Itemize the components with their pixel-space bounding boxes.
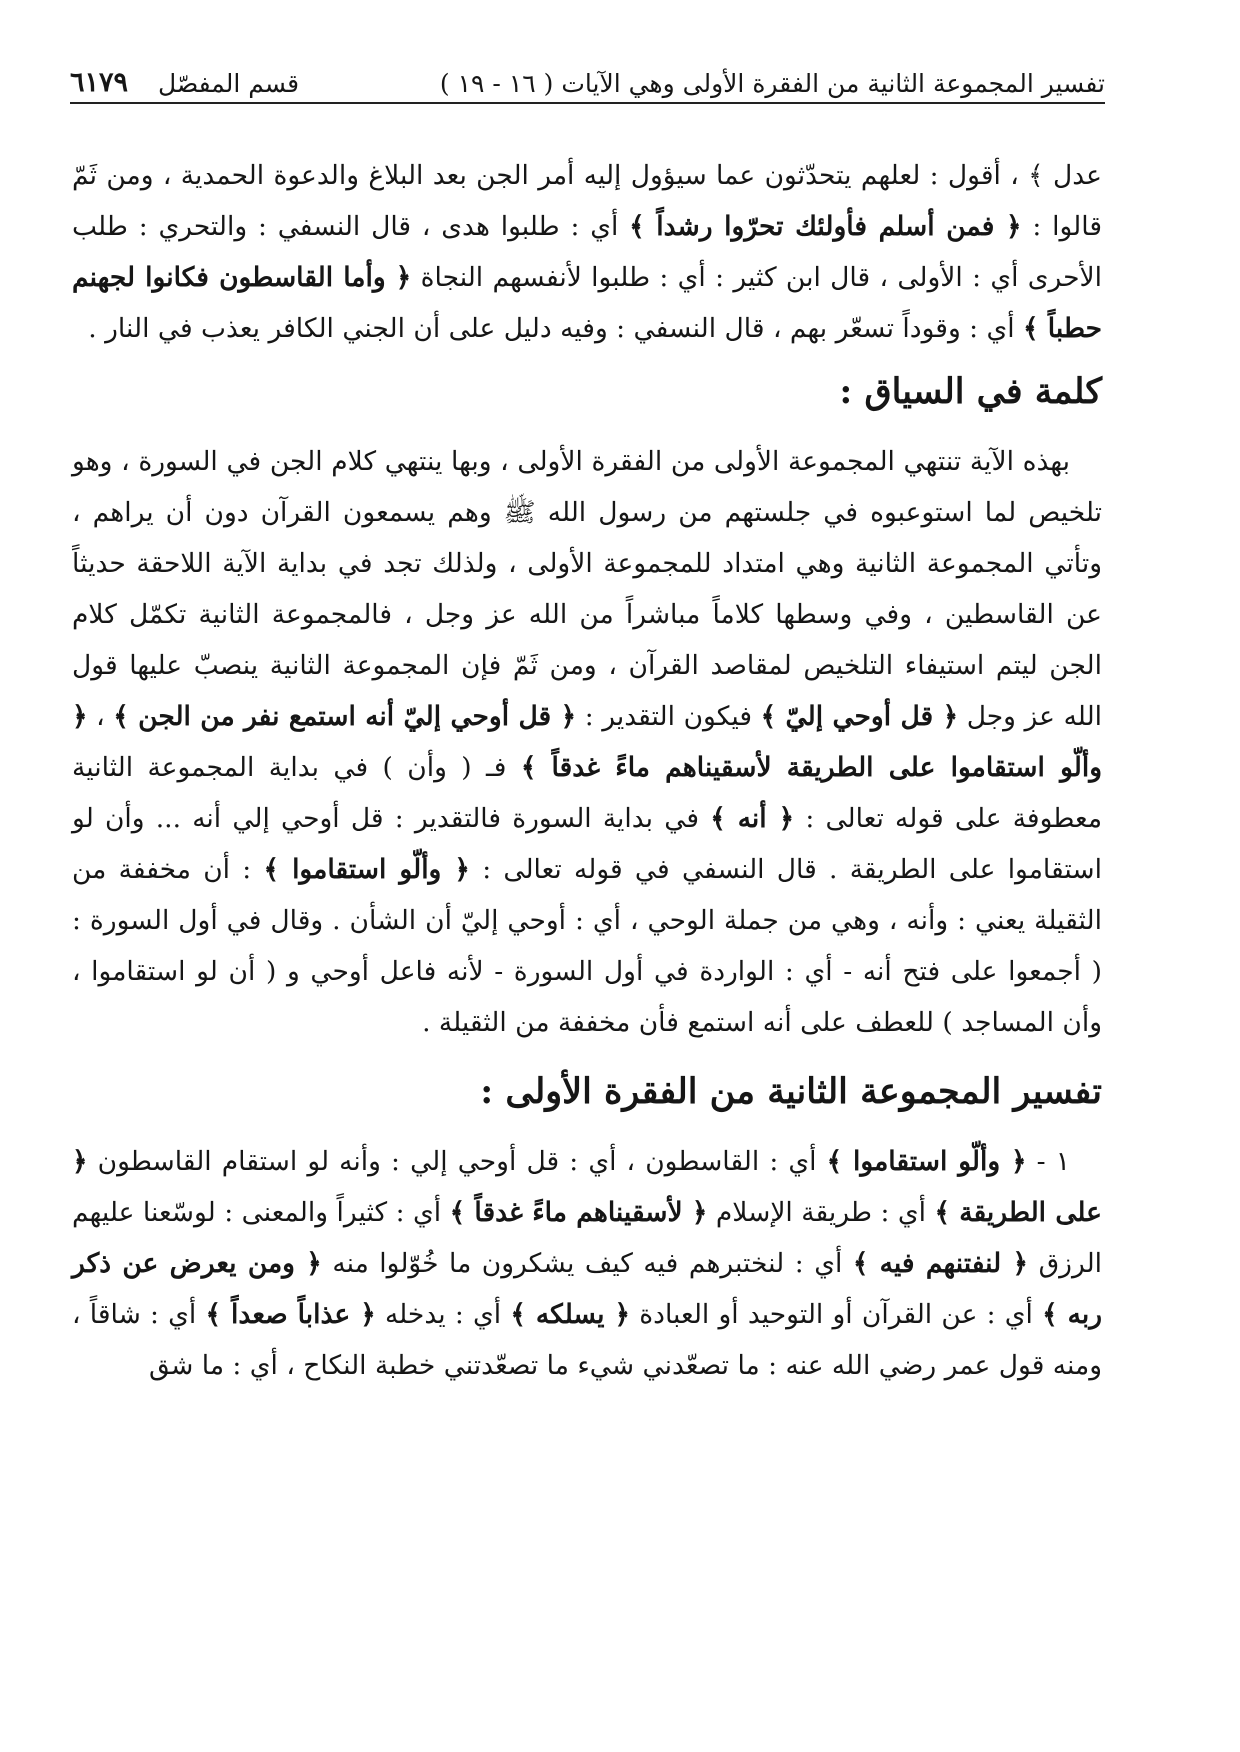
paragraph-1: عدل ﴾ ، أقول : لعلهم يتحدّثون عما سيؤول إليه أمر الجن بعد البلاغ والدعوة الحمدية ، ومن ثَمّ قالوا : ﴿ فمن أسلم فأولئك تحرّوا رشداً ﴾ أي : طلبوا هدى ، قال النسفي : والتحري : طلب الأحرى أي : الأولى ، قال ابن كثير : أي : طلبوا لأنفسهم النجاة ﴿ وأما القاسطون فكانوا لجهنم حطباً ﴾ أي : وقوداً تسعّر بهم ، قال النسفي : وفيه دليل على أن الجني الكافر يعذب في النار . [72,160,1102,344]
page-body [72,150,1102,1391]
quran-verse: ﴿ على الطريقة ﴾ [72,1146,1102,1228]
quran-verse: ﴿ قل أوحي إليّ أنه استمع نفر من الجن ﴾ [113,701,577,732]
quran-verse: ﴿ لأسقيناهم ماءً غدقاً ﴾ [449,1197,708,1228]
section-heading-tafsir: تفسير المجموعة الثانية من الفقرة الأولى : [480,1071,1102,1112]
quran-verse: ﴿ وألّو استقاموا ﴾ [826,1146,1027,1177]
quran-verse: ﴿ فمن أسلم فأولئك تحرّوا رشداً ﴾ [629,211,1022,242]
quran-verse: ﴿ أنه ﴾ [710,803,795,834]
quran-verse: ﴿ يسلكه ﴾ [510,1299,631,1330]
quran-verse: ﴿ قل أوحي إليّ ﴾ [760,701,959,732]
quran-verse: ﴿ وألّو استقاموا ﴾ [263,854,470,885]
quran-verse: ﴿ وأما القاسطون فكانوا لجهنم حطباً ﴾ [72,262,1102,344]
running-header [70,52,1105,98]
quran-verse: ﴿ ومن يعرض عن ذكر ربه ﴾ [72,1248,1103,1330]
quran-verse: ﴿ عذاباً صعداً ﴾ [205,1299,376,1330]
paragraph-2: بهذه الآية تنتهي المجموعة الأولى من الفقرة الأولى ، وبها ينتهي كلام الجن في السورة ، وهو تلخيص لما استوعبوه في جلستهم من رسول الله ﷺ وهم يسمعون القرآن دون أن يراهم ، وتأتي المجموعة الثانية وهي امتداد للمجموعة الأولى ، ولذلك تجد في بداية الآية اللاحقة حديثاً عن القاسطين ، وفي وسطها كلاماً مباشراً من الله عز وجل ، فالمجموعة الثانية تكمّل كلام الجن ليتم استيفاء التلخيص لمقاصد القرآن ، ومن ثَمّ فإن المجموعة الثانية ينصبّ عليها قول الله عز وجل ﴿ قل أوحي إليّ ﴾ فيكون التقدير : ﴿ قل أوحي إليّ أنه استمع نفر من الجن ﴾ ، ﴿ وألّو استقاموا على الطريقة لأسقيناهم ماءً غدقاً ﴾ فـ ( وأن ) في بداية المجموعة الثانية معطوفة على قوله تعالى : ﴿ أنه ﴾ في بداية السورة فالتقدير : قل أوحي إلي أنه ... وأن لو استقاموا على الطريقة . قال النسفي في قوله تعالى : ﴿ وألّو استقاموا ﴾ : أن مخففة من الثقيلة يعني : وأنه ، وهي من جملة الوحي ، أي : أوحي إليّ أن الشأن . وقال في أول السورة : ( أجمعوا على فتح أنه - أي : الواردة في أول السورة - لأنه فاعل أوحي و ( أن لو استقاموا ، وأن المساجد ) للعطف على أنه استمع فأن مخففة من الثقيلة . [72,446,1103,1038]
quran-verse: ﴿ وألّو استقاموا على الطريقة لأسقيناهم ماءً غدقاً ﴾ [72,701,1102,783]
header-title: تفسير المجموعة الثانية من الفقرة الأولى وهي الآيات ( ١٦ - ١٩ ) [439,69,1105,98]
quran-verse: ﴿ لنفتنهم فيه ﴾ [852,1248,1029,1279]
section-heading-context: كلمة في السياق : [839,371,1102,412]
header-rule [70,102,1105,104]
page-number: ٦١٧٩ [70,67,129,98]
header-section: قسم المفصّل [158,69,300,98]
paragraph-3: ١ - ﴿ وألّو استقاموا ﴾ أي : القاسطون ، أي : قل أوحي إلي : وأنه لو استقام القاسطون ﴿ على الطريقة ﴾ أي : طريقة الإسلام ﴿ لأسقيناهم ماءً غدقاً ﴾ أي : كثيراً والمعنى : لوسّعنا عليهم الرزق ﴿ لنفتنهم فيه ﴾ أي : لنختبرهم فيه كيف يشكرون ما خُوّلوا منه ﴿ ومن يعرض عن ذكر ربه ﴾ أي : عن القرآن أو التوحيد أو العبادة ﴿ يسلكه ﴾ أي : يدخله ﴿ عذاباً صعداً ﴾ أي : شاقاً ، ومنه قول عمر رضي الله عنه : ما تصعّدني شيء ما تصعّدتني خطبة النكاح ، أي : ما شق [72,1146,1103,1381]
